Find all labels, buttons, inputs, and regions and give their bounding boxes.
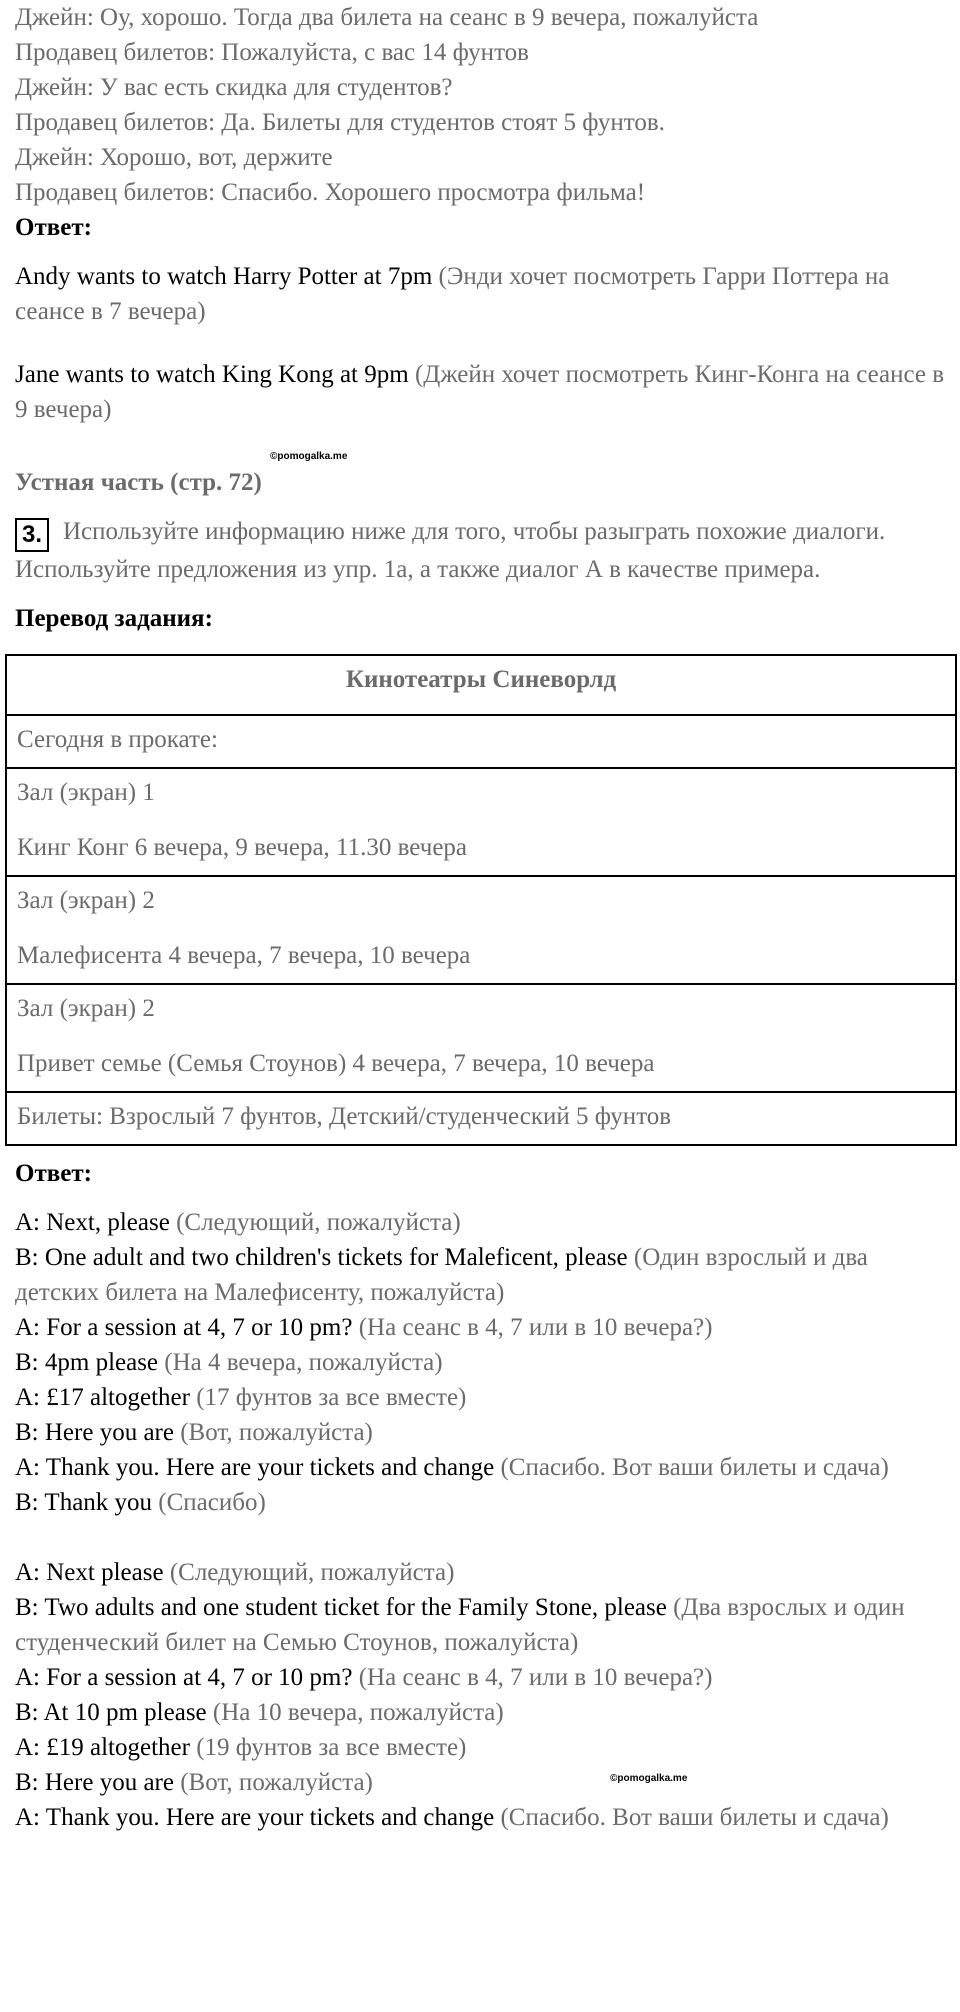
cinema-title: Кинотеатры Синеворлд [6, 655, 956, 715]
document-page [15, 0, 950, 1835]
dialog-russian: (Вот, пожалуйста) [173, 1769, 373, 1796]
watermark: ©pomogalka.me [270, 451, 348, 462]
dialog-line [15, 1695, 950, 1730]
dialog-russian: (На 10 вечера, пожалуйста) [206, 1699, 504, 1726]
answer-dialog-2 [15, 1555, 950, 1835]
dialog-english: A: Thank you. Here are your tickets and change [15, 1454, 495, 1481]
task-instruction [15, 514, 950, 587]
dialog-line: Продавец билетов: Спасибо. Хорошего просмотра фильма! [15, 179, 646, 206]
answer-russian: (Джейн хочет посмотреть Кинг-Конга на сеансе в 9 вечера) [15, 361, 945, 423]
dialog-english: B: 4pm please [15, 1349, 159, 1376]
dialog-russian: (Два взрослых и один студенческий билет на Семью Стоунов, пожалуйста) [15, 1594, 905, 1656]
dialog-russian: (Спасибо. Вот ваши билеты и сдача) [494, 1454, 889, 1481]
dialog-line [15, 1240, 950, 1310]
hall-cell [6, 768, 956, 876]
dialog-english: A: Thank you. Here are your tickets and change [15, 1804, 495, 1831]
cinema-schedule-table [5, 654, 957, 1146]
intro-dialog [15, 0, 950, 210]
dialog-english: A: £17 altogether [15, 1384, 190, 1411]
dialog-line [15, 1660, 950, 1695]
dialog-english: A: Next please [15, 1559, 164, 1586]
answer-english: Jane wants to watch King Kong at 9pm [15, 361, 409, 388]
dialog-line [15, 1450, 950, 1485]
dialog-line [15, 1310, 950, 1345]
answer-item [15, 357, 950, 427]
dialog-line: Джейн: У вас есть скидка для студентов? [15, 74, 453, 101]
ticket-prices: Билеты: Взрослый 7 фунтов, Детский/студенческий 5 фунтов [6, 1092, 956, 1145]
hall-cell [6, 984, 956, 1092]
dialog-russian: (На 4 вечера, пожалуйста) [158, 1349, 443, 1376]
dialog-english: A: £19 altogether [15, 1734, 190, 1761]
dialog-english: B: Here you are [15, 1419, 174, 1446]
watermark: ©pomogalka.me [610, 1773, 688, 1784]
dialog-russian: (Спасибо. Вот ваши билеты и сдача) [494, 1804, 889, 1831]
dialog-russian: (Следующий, пожалуйста) [169, 1209, 461, 1236]
dialog-english: B: Thank you [15, 1489, 153, 1516]
dialog-line [15, 1765, 950, 1800]
hall-cell [6, 876, 956, 984]
answer-english: Andy wants to watch Harry Potter at 7pm [15, 263, 433, 290]
dialog-russian: (На сеанс в 4, 7 или в 10 вечера?) [352, 1314, 713, 1341]
dialog-russian: (Спасибо) [152, 1489, 266, 1516]
dialog-line [15, 1800, 950, 1835]
hall-name: Зал (экран) 1 [17, 779, 155, 806]
dialog-line [15, 1415, 950, 1450]
answer-russian: (Энди хочет посмотреть Гарри Поттера на сеансе в 7 вечера) [15, 263, 890, 325]
task-text: Используйте информацию ниже для того, чтобы разыграть похожие диалоги. Используйте предложения из упр. 1a, а также диалог А в качестве примера. [15, 518, 886, 583]
hall-name: Зал (экран) 2 [17, 995, 155, 1022]
film-times: Кинг Конг 6 вечера, 9 вечера, 11.30 вечера [17, 834, 468, 861]
answer-label: Ответ: [15, 214, 92, 241]
dialog-english: B: One adult and two children's tickets for Maleficent, please [15, 1244, 628, 1271]
dialog-line [15, 1485, 950, 1520]
answer-item [15, 259, 950, 329]
dialog-line [15, 1590, 950, 1660]
dialog-english: A: Next, please [15, 1209, 170, 1236]
dialog-english: B: Two adults and one student ticket for the Family Stone, please [15, 1594, 667, 1621]
dialog-line [15, 1730, 950, 1765]
dialog-line: Джейн: Хорошо, вот, держите [15, 144, 333, 171]
dialog-line [15, 1555, 950, 1590]
translation-label: Перевод задания: [15, 605, 213, 632]
dialog-russian: (17 фунтов за все вместе) [189, 1384, 467, 1411]
dialog-russian: (19 фунтов за все вместе) [189, 1734, 467, 1761]
dialog-russian: (Следующий, пожалуйста) [163, 1559, 455, 1586]
film-times: Привет семье (Семья Стоунов) 4 вечера, 7 вечера, 10 вечера [17, 1050, 655, 1077]
dialog-russian: (Вот, пожалуйста) [173, 1419, 373, 1446]
dialog-line: Продавец билетов: Пожалуйста, с вас 14 фунтов [15, 39, 529, 66]
dialog-line [15, 1345, 950, 1380]
dialog-russian: (Один взрослый и два детских билета на Малефисенту, пожалуйста) [15, 1244, 868, 1306]
dialog-russian: (На сеанс в 4, 7 или в 10 вечера?) [352, 1664, 713, 1691]
dialog-english: A: For a session at 4, 7 or 10 pm? [15, 1314, 353, 1341]
film-times: Малефисента 4 вечера, 7 вечера, 10 вечера [17, 942, 471, 969]
dialog-line: Джейн: Оу, хорошо. Тогда два билета на сеанс в 9 вечера, пожалуйста [15, 4, 759, 31]
dialog-line [15, 1380, 950, 1415]
now-showing: Сегодня в прокате: [6, 715, 956, 768]
dialog-line [15, 1205, 950, 1240]
section-title: Устная часть (стр. 72) [15, 469, 262, 496]
dialog-english: B: Here you are [15, 1769, 174, 1796]
task-number: 3. [15, 518, 49, 552]
answer-dialog-1 [15, 1205, 950, 1520]
dialog-line: Продавец билетов: Да. Билеты для студентов стоят 5 фунтов. [15, 109, 665, 136]
dialog-english: A: For a session at 4, 7 or 10 pm? [15, 1664, 353, 1691]
hall-name: Зал (экран) 2 [17, 887, 155, 914]
answer-label: Ответ: [15, 1160, 92, 1187]
dialog-english: B: At 10 pm please [15, 1699, 207, 1726]
